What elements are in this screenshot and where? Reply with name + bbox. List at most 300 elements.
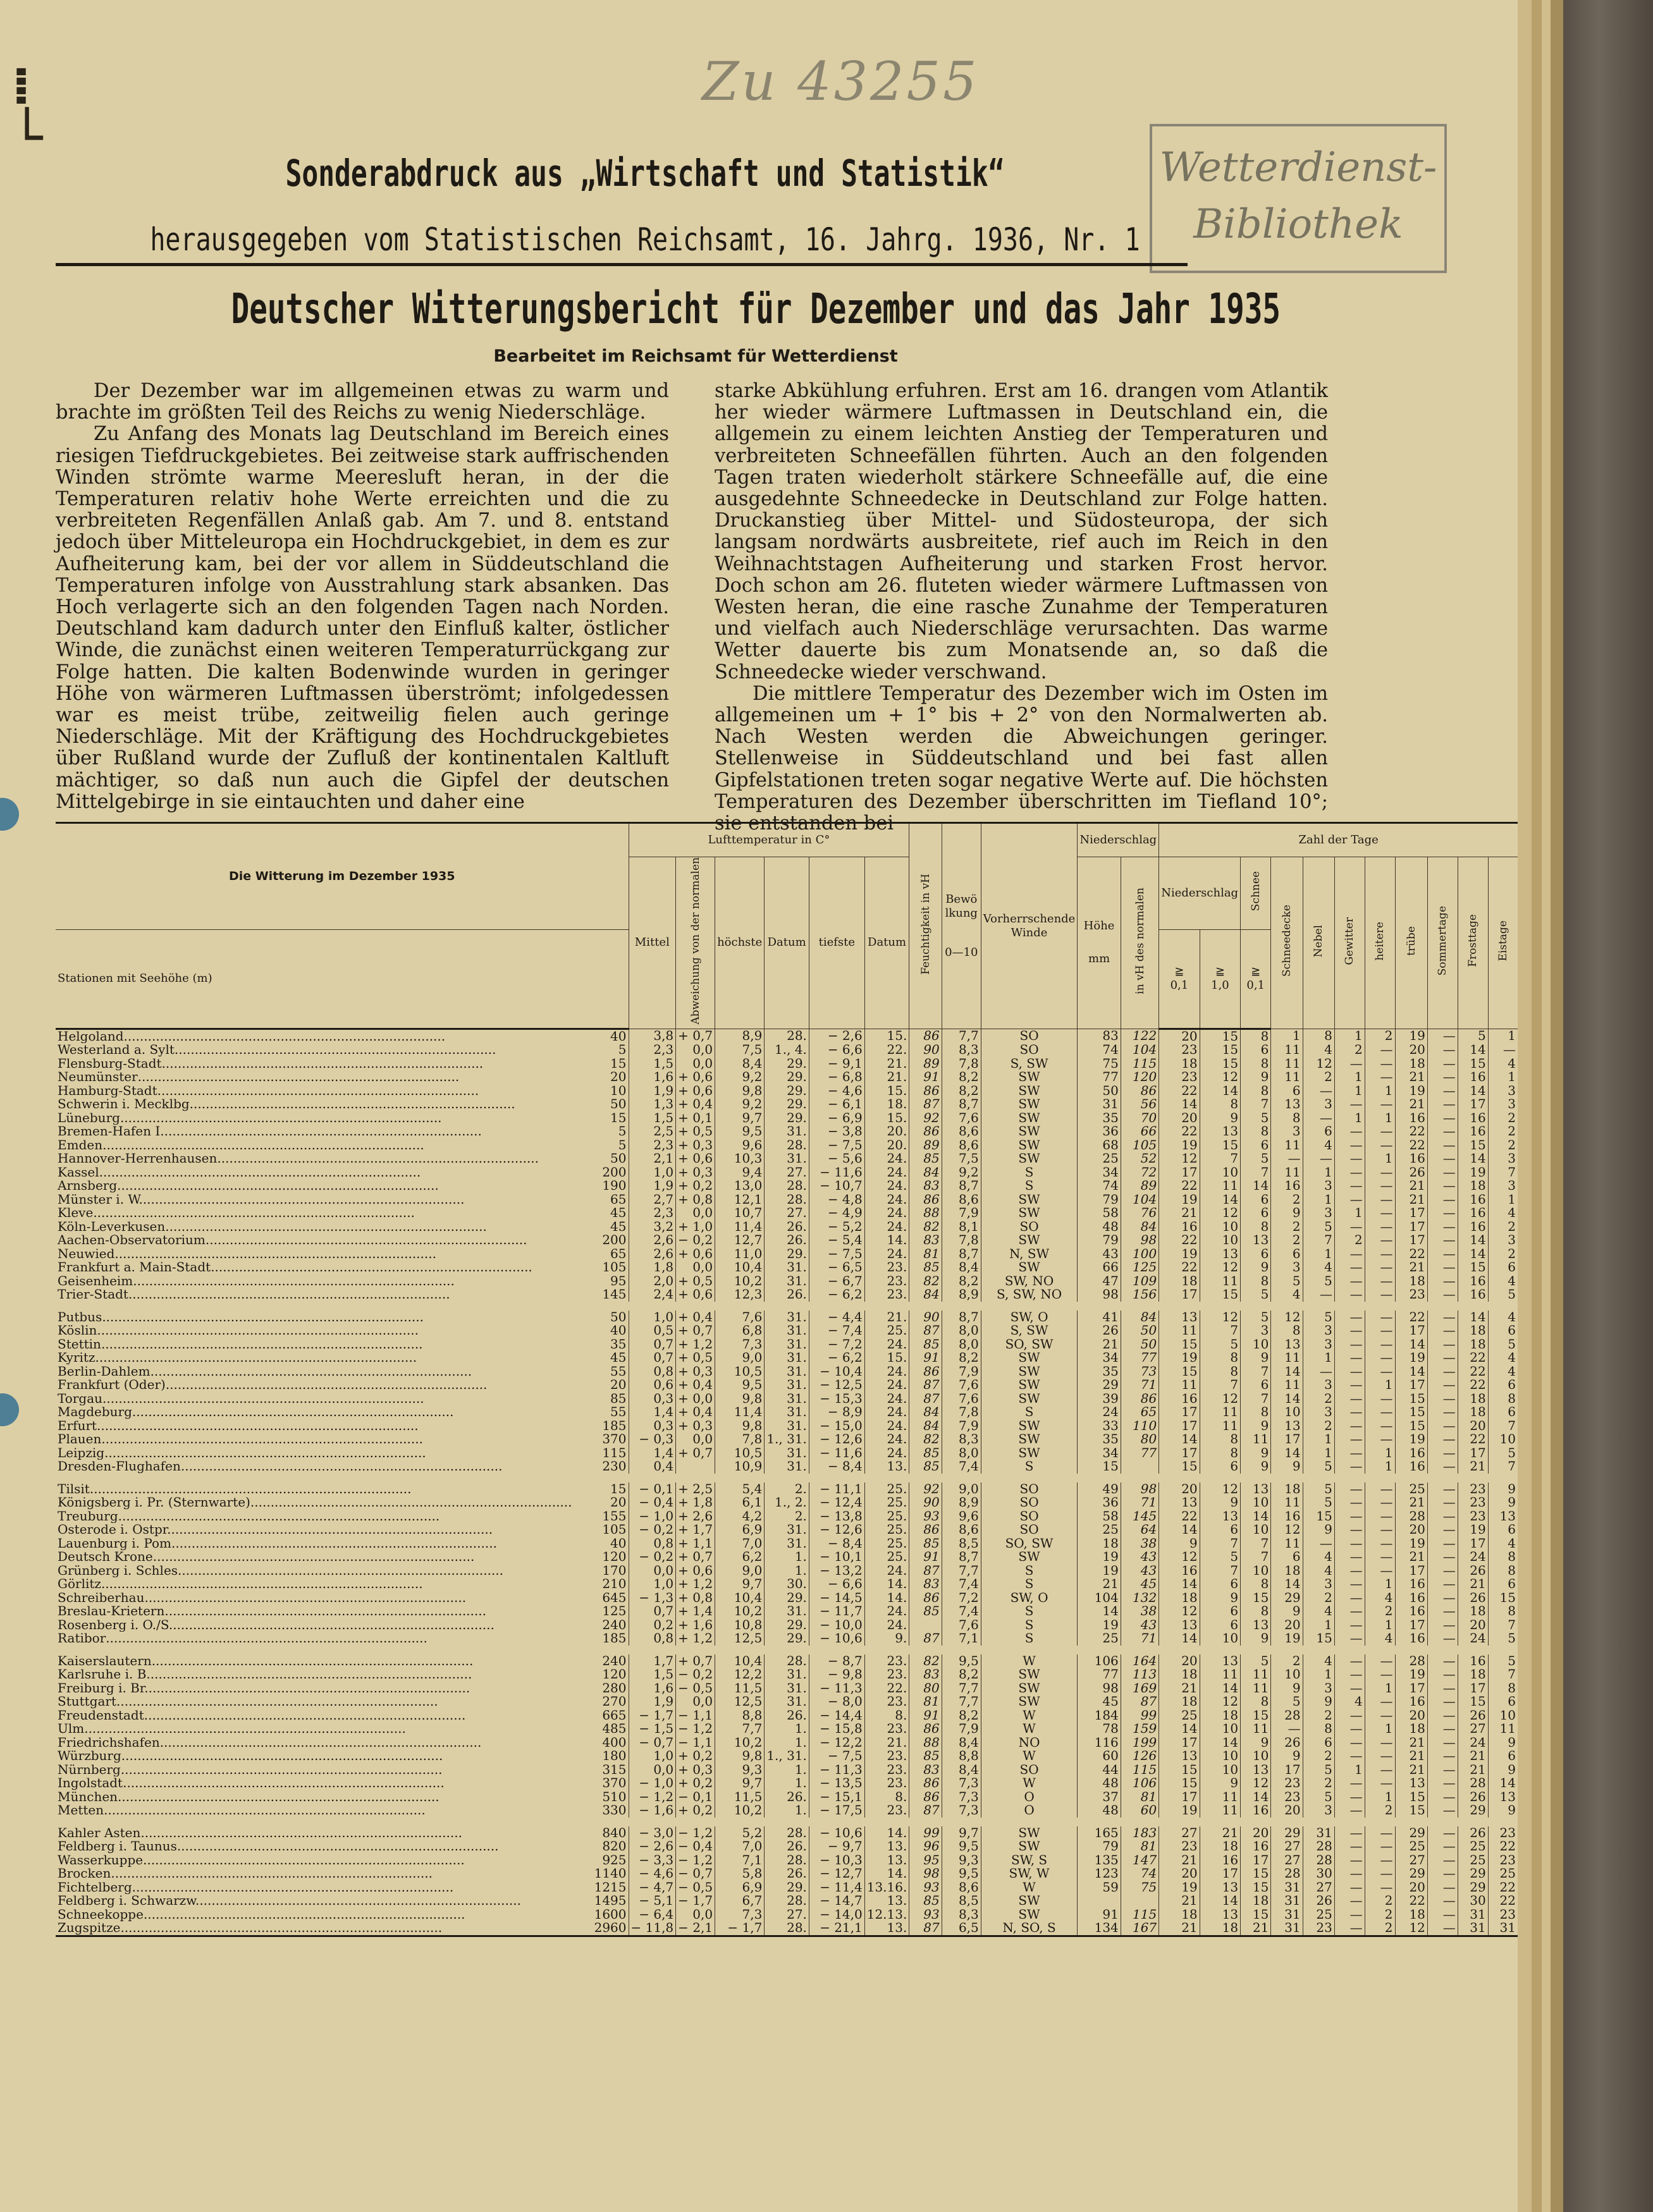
table-cell: 82	[909, 1220, 942, 1234]
table-cell: 23.	[864, 1776, 909, 1790]
leader-dots: ................................................................................	[102, 1310, 424, 1324]
table-cell: —	[1334, 1908, 1365, 1922]
table-cell: 1	[1488, 1193, 1518, 1207]
table-cell: 10	[1200, 1166, 1240, 1180]
station-label	[58, 1084, 627, 1098]
table-cell: 15	[1488, 1591, 1518, 1605]
table-cell: 3	[1303, 1206, 1334, 1220]
table-cell: 1,9	[629, 1179, 676, 1193]
table-cell: 10,3	[715, 1152, 765, 1166]
table-cell: S	[981, 1604, 1078, 1618]
table-cell: − 5,2	[809, 1220, 864, 1234]
table-cell: 27	[1159, 1822, 1200, 1840]
table-cell: —	[1365, 1881, 1395, 1895]
table-row	[56, 1908, 1518, 1922]
table-cell: 105	[1121, 1139, 1158, 1152]
station-name: Deutsch Krone	[58, 1550, 153, 1564]
station-name: Rosenberg i. O./S.	[58, 1618, 173, 1632]
table-cell: —	[1334, 1537, 1365, 1551]
table-cell: 11,4	[715, 1405, 765, 1419]
station-name: Schwerin i. Mecklbg.	[58, 1097, 194, 1111]
table-cell: 36	[1078, 1125, 1121, 1139]
table-cell: 0,8	[629, 1632, 676, 1650]
table-cell: 0,4	[629, 1460, 676, 1478]
table-cell: 1	[1365, 1682, 1395, 1696]
table-cell: 4	[1303, 1043, 1334, 1057]
table-cell: 26.	[765, 1840, 809, 1854]
station-cell	[56, 1097, 629, 1111]
table-cell: —	[1427, 1220, 1458, 1234]
header-precip-percent: in vH des normalen	[1121, 857, 1158, 1029]
stations-header: Stationen mit Seehöhe (m)	[56, 929, 629, 1029]
table-row	[56, 1338, 1518, 1352]
table-row	[56, 1070, 1518, 1084]
table-cell: —	[1427, 1537, 1458, 1551]
table-row	[56, 1460, 1518, 1478]
table-cell: 20	[1458, 1419, 1488, 1433]
table-cell: 4	[1303, 1261, 1334, 1274]
table-cell: 4	[1334, 1695, 1365, 1709]
table-cell: 7,8	[715, 1433, 765, 1446]
table-cell: 17	[1159, 1419, 1200, 1433]
station-name: Brocken	[58, 1867, 111, 1881]
table-cell: 18	[1395, 1722, 1427, 1736]
table-cell: 13	[1200, 1908, 1240, 1922]
table-cell: SW	[981, 1695, 1078, 1709]
table-cell: 16	[1271, 1179, 1303, 1193]
table-cell: − 10,4	[809, 1365, 864, 1379]
station-cell	[56, 1776, 629, 1790]
table-cell: 123	[1078, 1867, 1121, 1881]
table-cell: 6	[1488, 1749, 1518, 1763]
table-cell: 9	[1488, 1804, 1518, 1822]
table-cell: 11	[1200, 1419, 1240, 1433]
table-cell: 16	[1159, 1392, 1200, 1406]
table-cell: 25	[1395, 1478, 1427, 1496]
table-cell: 6	[1488, 1577, 1518, 1591]
table-cell: 28.	[765, 1921, 809, 1936]
table-cell: SW	[981, 1152, 1078, 1166]
table-cell: —	[1427, 1392, 1458, 1406]
table-cell: 10	[1200, 1233, 1240, 1247]
table-cell: 9,5	[715, 1125, 765, 1139]
station-cell	[56, 1029, 629, 1043]
table-cell: 26	[1458, 1709, 1488, 1723]
table-cell: + 0,7	[676, 1324, 715, 1338]
station-label	[58, 1179, 627, 1193]
table-row	[56, 1618, 1518, 1632]
station-label	[58, 1577, 627, 1591]
table-row	[56, 1220, 1518, 1234]
table-cell: 8	[1488, 1550, 1518, 1564]
handwritten-annotation: Zu 43255	[702, 51, 980, 113]
table-cell: 1	[1365, 1446, 1395, 1460]
table-cell: 50	[1078, 1084, 1121, 1098]
table-cell: 18	[1458, 1405, 1488, 1419]
table-cell: —	[1334, 1392, 1365, 1406]
table-cell: 8	[1241, 1057, 1271, 1071]
table-cell: 8	[1200, 1433, 1240, 1446]
station-elevation: 185	[602, 1632, 627, 1646]
table-cell: 8,3	[942, 1043, 981, 1057]
table-cell: 1.	[765, 1763, 809, 1777]
table-cell: − 6,5	[809, 1261, 864, 1274]
table-cell: —	[1365, 1125, 1395, 1139]
table-cell: —	[1427, 1736, 1458, 1750]
table-cell: 16	[1458, 1070, 1488, 1084]
table-cell: —	[1427, 1446, 1458, 1460]
table-row	[56, 1029, 1518, 1043]
table-cell: 86	[909, 1365, 942, 1379]
table-row	[56, 1736, 1518, 1750]
table-cell: 38	[1121, 1604, 1158, 1618]
table-cell: 0,0	[676, 1057, 715, 1071]
leader-dots: ................................................................................	[118, 1790, 439, 1804]
table-cell: 22.	[864, 1682, 909, 1696]
table-cell: 3	[1488, 1084, 1518, 1098]
table-cell: 1	[1365, 1790, 1395, 1804]
table-cell: 14	[1271, 1365, 1303, 1379]
table-cell: 31	[1458, 1921, 1488, 1936]
station-label	[58, 1111, 627, 1125]
header-winds: Vorherrschende Winde	[981, 823, 1078, 1029]
table-cell: —	[1427, 1070, 1458, 1084]
station-cell	[56, 1840, 629, 1854]
table-cell: 15	[1395, 1804, 1427, 1822]
table-cell: 12	[1159, 1604, 1200, 1618]
table-cell: —	[1334, 1247, 1365, 1261]
table-cell: 0,8	[629, 1537, 676, 1551]
table-cell: 9,8	[715, 1084, 765, 1098]
table-cell: 84	[909, 1405, 942, 1419]
station-name: Bremen-Hafen I	[58, 1125, 161, 1139]
table-cell: 31.	[765, 1125, 809, 1139]
table-cell: 28	[1458, 1776, 1488, 1790]
table-cell: 1	[1334, 1111, 1365, 1125]
leader-dots: ................................................................................	[111, 1867, 433, 1881]
table-cell: 85	[909, 1152, 942, 1166]
table-cell: 85	[909, 1338, 942, 1352]
table-cell: 7,8	[942, 1405, 981, 1419]
station-cell	[56, 1736, 629, 1750]
table-cell: − 11,6	[809, 1166, 864, 1180]
table-cell: − 13,5	[809, 1776, 864, 1790]
table-cell: —	[1334, 1776, 1365, 1790]
table-cell: 6	[1241, 1043, 1271, 1057]
table-cell: —	[1427, 1577, 1458, 1591]
table-cell: —	[1365, 1392, 1395, 1406]
table-cell: 7	[1200, 1537, 1240, 1551]
table-cell: 1,4	[629, 1405, 676, 1419]
table-cell: 20	[1241, 1822, 1271, 1840]
leader-dots: ................................................................................	[123, 1776, 445, 1790]
station-cell	[56, 1193, 629, 1207]
table-cell: 27.	[765, 1206, 809, 1220]
table-cell: + 0,6	[676, 1247, 715, 1261]
table-row	[56, 1894, 1518, 1908]
header-summer-days: Sommertage	[1427, 857, 1458, 1029]
table-cell: 9	[1241, 1446, 1271, 1460]
table-cell: —	[1427, 1632, 1458, 1650]
table-cell: + 0,8	[676, 1193, 715, 1207]
station-label	[58, 1097, 627, 1111]
table-cell: − 15,8	[809, 1722, 864, 1736]
table-cell: 11,0	[715, 1247, 765, 1261]
station-label	[58, 1736, 627, 1750]
table-cell: 1.	[765, 1722, 809, 1736]
table-cell: 13	[1200, 1125, 1240, 1139]
table-cell: + 1,6	[676, 1618, 715, 1632]
table-cell: 0,5	[629, 1324, 676, 1338]
table-cell: 15	[1395, 1405, 1427, 1419]
table-cell: 14	[1271, 1392, 1303, 1406]
table-cell: + 0,4	[676, 1306, 715, 1324]
table-cell: 82	[909, 1433, 942, 1446]
station-elevation: 105	[602, 1523, 627, 1537]
table-cell: 29	[1458, 1881, 1488, 1895]
table-cell: − 5,4	[809, 1233, 864, 1247]
table-row	[56, 1419, 1518, 1433]
station-elevation: 40	[610, 1536, 627, 1551]
table-cell: —	[1334, 1523, 1365, 1537]
table-cell: —	[1334, 1709, 1365, 1723]
table-cell: − 5,6	[809, 1152, 864, 1166]
table-cell: 35	[1078, 1433, 1121, 1446]
table-cell: —	[1427, 1550, 1458, 1564]
table-cell: 5	[1303, 1274, 1334, 1288]
table-cell: 11,4	[715, 1220, 765, 1234]
leader-dots: ................................................................................	[118, 1509, 440, 1524]
table-cell: 9	[1303, 1523, 1334, 1537]
table-cell: —	[1303, 1288, 1334, 1306]
table-cell: − 0,7	[629, 1736, 676, 1750]
table-cell: − 12,7	[809, 1867, 864, 1881]
table-cell: 10	[1271, 1668, 1303, 1682]
table-cell: 1.	[765, 1776, 809, 1790]
table-cell: 29	[1271, 1822, 1303, 1840]
table-cell	[1121, 1460, 1158, 1478]
table-cell: 21	[1395, 1550, 1427, 1564]
table-cell: 9,7	[715, 1776, 765, 1790]
table-cell: − 13,8	[809, 1510, 864, 1524]
station-cell	[56, 1166, 629, 1180]
table-cell: —	[1365, 1247, 1395, 1261]
reprint-header: Sonderabdruck aus „Wirtschaft und Statistik“	[285, 152, 1005, 195]
table-cell: 17	[1458, 1682, 1488, 1696]
table-cell: − 0,4	[676, 1840, 715, 1854]
table-cell: 21	[1458, 1749, 1488, 1763]
table-cell: SO	[981, 1029, 1078, 1043]
station-label	[58, 1419, 627, 1433]
table-cell: 14	[1458, 1084, 1488, 1098]
table-cell: 13	[1241, 1763, 1271, 1777]
leader-dots: ................................................................................	[160, 1125, 482, 1139]
station-label	[58, 1070, 627, 1084]
table-row	[56, 1722, 1518, 1736]
station-cell	[56, 1460, 629, 1478]
table-row	[56, 1288, 1518, 1306]
station-elevation: 1215	[594, 1880, 627, 1895]
table-cell: 11	[1271, 1166, 1303, 1180]
table-cell: 17	[1395, 1378, 1427, 1392]
leader-dots: ................................................................................	[144, 1708, 466, 1723]
table-cell: 10	[1271, 1405, 1303, 1419]
table-cell: 9,5	[942, 1867, 981, 1881]
table-cell: 25	[1078, 1523, 1121, 1537]
table-cell: 1,3	[629, 1097, 676, 1111]
table-cell: 7,7	[942, 1682, 981, 1696]
station-elevation: 240	[602, 1653, 627, 1668]
table-cell: − 0,2	[629, 1550, 676, 1564]
table-row	[56, 1564, 1518, 1578]
table-cell: 17	[1159, 1446, 1200, 1460]
table-cell: 13.	[864, 1921, 909, 1936]
station-elevation: 645	[602, 1591, 627, 1605]
table-cell: 24.	[864, 1564, 909, 1578]
table-cell: − 0,4	[629, 1496, 676, 1510]
table-cell: —	[1427, 1378, 1458, 1392]
table-cell: 11	[1271, 1070, 1303, 1084]
header-overcast: trübe	[1395, 857, 1427, 1029]
station-name: Frankfurt a. Main-Stadt	[58, 1261, 211, 1274]
table-cell: 19	[1159, 1881, 1200, 1895]
table-cell: 20.	[864, 1125, 909, 1139]
table-cell: —	[1334, 1166, 1365, 1180]
station-elevation: 230	[602, 1460, 627, 1474]
table-cell: 29.	[765, 1881, 809, 1895]
table-cell: 99	[909, 1822, 942, 1840]
table-row	[56, 1668, 1518, 1682]
table-cell: —	[1427, 1604, 1458, 1618]
table-cell: 9	[1159, 1537, 1200, 1551]
table-cell: − 6,9	[809, 1111, 864, 1125]
table-cell: 14	[1200, 1084, 1240, 1098]
table-cell: 7,8	[942, 1233, 981, 1247]
table-cell: 88	[909, 1206, 942, 1220]
station-elevation: 370	[602, 1433, 627, 1446]
table-cell: —	[1427, 1057, 1458, 1071]
table-cell: 8,8	[942, 1749, 981, 1763]
table-cell: 20	[1458, 1618, 1488, 1632]
table-cell: 98	[1078, 1288, 1121, 1306]
station-cell	[56, 1206, 629, 1220]
table-cell: 31.	[765, 1261, 809, 1274]
table-cell: —	[1303, 1152, 1334, 1166]
table-cell: 8,6	[942, 1139, 981, 1152]
table-cell: —	[1334, 1840, 1365, 1854]
table-cell: 20	[1159, 1650, 1200, 1668]
table-cell: 77	[1078, 1070, 1121, 1084]
station-elevation: 120	[602, 1668, 627, 1682]
table-cell: 85	[909, 1261, 942, 1274]
table-cell: 74	[1078, 1043, 1121, 1057]
table-cell: 21.	[864, 1736, 909, 1750]
table-cell: 115	[1121, 1908, 1158, 1922]
station-cell	[56, 1324, 629, 1338]
table-cell: 21	[1395, 1097, 1427, 1111]
table-cell: 12,7	[715, 1233, 765, 1247]
table-cell: 7,8	[942, 1057, 981, 1071]
table-cell: 12,5	[715, 1695, 765, 1709]
table-cell: 14	[1271, 1446, 1303, 1460]
text-column-right	[715, 381, 1328, 834]
table-cell: S	[981, 1564, 1078, 1578]
station-label	[58, 1695, 627, 1709]
table-cell: 16	[1458, 1125, 1488, 1139]
table-cell: 23	[1271, 1790, 1303, 1804]
table-cell: + 0,1	[676, 1111, 715, 1125]
table-row	[56, 1478, 1518, 1496]
table-cell: 15	[1241, 1591, 1271, 1605]
leader-dots: ................................................................................	[120, 1763, 443, 1777]
table-cell: 13.	[864, 1854, 909, 1867]
table-cell: 10	[1241, 1564, 1271, 1578]
table-cell: 4	[1488, 1306, 1518, 1324]
table-cell: − 7,5	[809, 1139, 864, 1152]
table-cell: 9,2	[942, 1166, 981, 1180]
station-label	[58, 1840, 627, 1854]
table-cell: 31.	[765, 1419, 809, 1433]
table-cell: 24.	[864, 1618, 909, 1632]
table-cell: 11	[1200, 1804, 1240, 1822]
table-cell: 36	[1078, 1496, 1121, 1510]
table-cell: W	[981, 1722, 1078, 1736]
table-cell: 21	[1159, 1921, 1200, 1936]
station-elevation: 85	[610, 1391, 627, 1406]
table-cell: 18	[1159, 1274, 1200, 1288]
table-cell: 66	[1078, 1261, 1121, 1274]
table-cell: + 0,3	[676, 1763, 715, 1777]
station-name: Kleve	[58, 1206, 94, 1220]
station-cell	[56, 1378, 629, 1392]
table-cell: − 11,3	[809, 1763, 864, 1777]
table-cell: 43	[1121, 1564, 1158, 1578]
table-cell: 48	[1078, 1804, 1121, 1822]
table-cell: 21	[1159, 1894, 1200, 1908]
station-name: Kaiserslautern	[58, 1653, 152, 1668]
table-cell: 85	[909, 1460, 942, 1478]
table-cell: —	[1334, 1854, 1365, 1867]
table-cell: 28	[1395, 1510, 1427, 1524]
station-cell	[56, 1881, 629, 1895]
station-cell	[56, 1261, 629, 1274]
table-cell: 87	[909, 1097, 942, 1111]
table-cell: 87	[909, 1324, 942, 1338]
table-cell: 7,1	[715, 1854, 765, 1867]
table-cell: 23.	[864, 1722, 909, 1736]
table-cell: 8,7	[942, 1097, 981, 1111]
table-cell: 83	[1078, 1029, 1121, 1043]
table-cell: 15	[1241, 1881, 1271, 1895]
leader-dots: ................................................................................	[164, 1604, 486, 1618]
table-cell: —	[1365, 1433, 1395, 1446]
table-cell: 81	[909, 1247, 942, 1261]
header-humidity: Feuchtigkeit in vH	[909, 823, 942, 1029]
binder-cover	[1563, 0, 1653, 2212]
table-cell: 20	[1159, 1867, 1200, 1881]
table-cell: 9	[1241, 1351, 1271, 1365]
table-cell: SW, W	[981, 1867, 1078, 1881]
table-cell: —	[1365, 1179, 1395, 1193]
table-cell: 7	[1200, 1378, 1240, 1392]
table-cell: —	[1365, 1261, 1395, 1274]
table-cell: 145	[1121, 1510, 1158, 1524]
table-cell: 4	[1488, 1206, 1518, 1220]
table-cell: 17	[1271, 1763, 1303, 1777]
table-cell: 9,2	[715, 1070, 765, 1084]
station-elevation: 820	[602, 1840, 627, 1854]
leader-dots: ................................................................................	[175, 1536, 497, 1551]
